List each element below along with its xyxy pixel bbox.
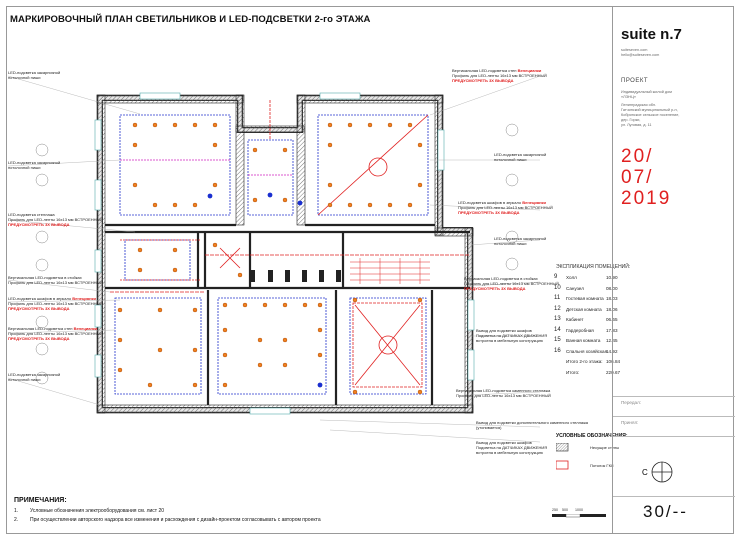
note-item: При осуществлении авторского надзора все изменения и расхождения с дизайн-проектом согласовывать с автором проекта	[30, 517, 321, 523]
note-number: 1.	[14, 508, 19, 514]
callout-led-niche: LED-подсветка закарнизной потолочной ниши	[8, 70, 61, 80]
accepted-label: Принял:	[621, 420, 639, 425]
scale-bar	[552, 514, 608, 520]
project-line: дер. Горки,	[621, 118, 641, 122]
sheet-number: 30/--	[643, 502, 688, 521]
passed-label: Передал:	[621, 400, 642, 405]
callout-extra: Вывод для подсветки дополнительного каменного стеллажа (утонивается)	[476, 420, 589, 430]
legend-item-walls: Несущие стены	[590, 445, 620, 450]
scale-labels: 250 500 1000	[552, 508, 583, 512]
brand-logo: suite n.7	[621, 26, 682, 43]
brand-email: hello@suiteseven.com	[621, 53, 660, 57]
callout-led-niche-2: LED-подсветка закарнизной потолочной ниши	[8, 160, 61, 170]
notes-title: ПРИМЕЧАНИЯ:	[14, 497, 67, 504]
project-line: «ЛЭНЦ»	[621, 95, 636, 99]
page-title: МАРКИРОВОЧНЫЙ ПЛАН СВЕТИЛЬНИКОВ И LED-ПОДСВЕТКИ 2-го ЭТАЖА	[10, 14, 371, 25]
title-block	[612, 6, 735, 534]
legend-item-ceiling: Потолок ГКЛ	[590, 463, 614, 468]
note-number: 2.	[14, 517, 19, 523]
explication-title: ЭКСПЛИКАЦИЯ ПОМЕЩЕНИЙ:	[556, 264, 631, 270]
legend-swatches	[556, 443, 586, 473]
callout-sensor: Вывод для подсветки шкафов Подсветка на ДАТЧИКАХ ДВИЖЕНИЯ встроена в мебельную конструкцию	[476, 440, 548, 455]
legend-title: УСЛОВНЫЕ ОБОЗНАЧЕНИЯ:	[556, 433, 628, 439]
brand-site: suiteseven.com	[621, 48, 648, 52]
callout-led-niche-right: LED-подсветка закарнизной потолочной ниши	[494, 152, 547, 162]
callout-led-niches-right: Вертикальная LED-подсветка в стойках Профиль для LED-ленты 16х13 мм ВСТРОЕННЫЙ ПРЕДУСМОТРЕТЬ 3Х ВЫВОДА	[464, 276, 559, 291]
project-line: Индивидуальный жилой дом	[621, 90, 672, 94]
note-item: Условные обозначения электрооборудования см. лист 20	[30, 508, 165, 514]
project-label: ПРОЕКТ	[621, 78, 649, 84]
callout-sink-out: Вывод для подсветки шкафов Подсветка на ДАТЧИКАХ ДВИЖЕНИЯ встроена в мебельную конструкцию	[476, 328, 548, 343]
date-block: 20/ 07/ 2019	[621, 146, 672, 209]
callout-wall-led-right: Вертикальная LED-подсветка стен Венецианки Профиль для LED-ленты 16х13 мм ВСТРОЕННЫЙ ПРЕДУСМОТРЕТЬ 3Х ВЫВОДА	[452, 68, 547, 83]
callout-led-wardrobe-right: LED-подсветка шкафов в зеркало Венецианки Профиль для LED-ленты 16х13 мм ВСТРОЕННЫЙ ПРЕДУСМОТРЕТЬ 3Х ВЫВОДА	[458, 200, 553, 215]
project-line: ул. Луговая, д. 11	[621, 123, 652, 127]
callout-led-niche-right-2: LED-подсветка закарнизной потолочной ниши	[494, 236, 547, 246]
project-line: Гатчинский муниципальный р-н,	[621, 108, 678, 112]
callout-wall-led: Вертикальная LED-подсветка стен Венецианки Профиль для LED-ленты 16х13 мм ВСТРОЕННЫЙ ПРЕДУСМОТРЕТЬ 3Х ВЫВОДА	[8, 326, 103, 341]
callout-led-shelves: LED-подсветка стеллажа Профиль для LED-ленты 16х13 мм ВСТРОЕННЫЙ ПРЕДУСМОТРЕТЬ 3Х ВЫВОДА	[8, 212, 103, 227]
callout-stone-stand: Вертикальная LED-подсветка каменного стеллажа Профиль для LED-ленты 16х13 мм ВСТРОЕННЫЙ	[456, 388, 551, 398]
callout-led-wardrobe: LED-подсветка шкафов в зеркало Венецианки Профиль для LED-ленты 16х13 мм ВСТРОЕННЫЙ ПРЕДУСМОТРЕТЬ 3Х ВЫВОДА	[8, 296, 103, 311]
project-line: Кобринское сельское поселение,	[621, 113, 680, 117]
svg-text:С: С	[642, 468, 648, 477]
project-line: Ленинградская обл.	[621, 103, 656, 107]
callout-led-niches: Вертикальная LED-подсветка в стойках Профиль для LED-ленты 16х13 мм ВСТРОЕННЫЙ	[8, 275, 103, 285]
callout-led-niche-3: LED-подсветка закарнизной потолочной ниши	[8, 372, 61, 382]
